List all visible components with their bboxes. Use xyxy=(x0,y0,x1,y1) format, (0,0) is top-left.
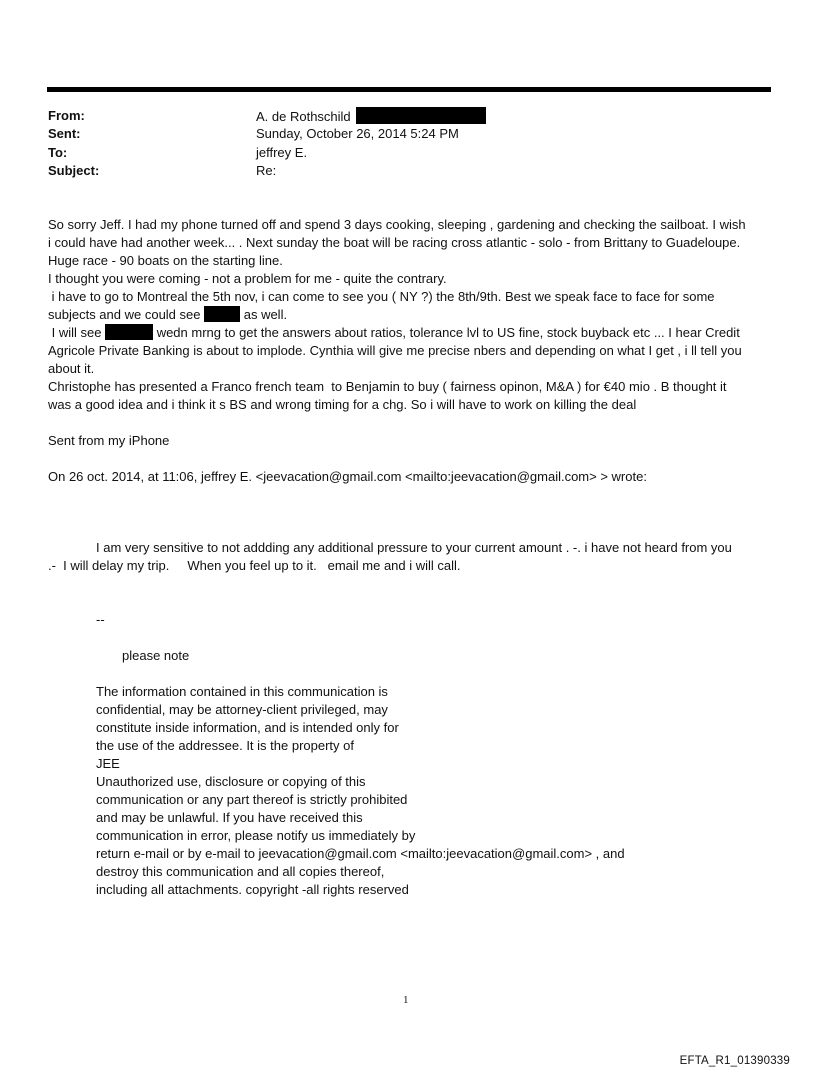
disclaimer-line: communication or any part thereof is strictly prohibited xyxy=(96,792,408,807)
disclaimer-line: including all attachments. copyright -all rights reserved xyxy=(96,882,409,897)
sent-from-line: Sent from my iPhone xyxy=(48,433,170,448)
please-note: please note xyxy=(122,648,190,663)
disclaimer-line: return e-mail or by e-mail to jeevacation@gmail.com <mailto:jeevacation@gmail.com> , and xyxy=(96,846,625,861)
sent-label: Sent: xyxy=(48,126,81,141)
body-line: I thought you were coming - not a problem for me - quite the contrary. xyxy=(48,271,447,286)
disclaimer-line: constitute inside information, and is intended only for xyxy=(96,720,399,735)
from-value xyxy=(256,107,486,126)
page-number: 1 xyxy=(403,994,409,1006)
disclaimer-line: JEE xyxy=(96,756,120,771)
redaction-box xyxy=(105,324,153,340)
body-line: i could have had another week... . Next sunday the boat will be racing cross atlantic - solo - from Brittany to Guadeloupe. xyxy=(48,235,741,250)
bates-id: EFTA_R1_01390339 xyxy=(679,1055,790,1067)
body-line: Christophe has presented a Franco french team to Benjamin to buy ( fairness opinon, M&A ) for €40 mio . B thought it xyxy=(48,379,727,394)
body-line: Huge race - 90 boats on the starting line. xyxy=(48,253,283,268)
quoted-line: I am very sensitive to not addding any additional pressure to your current amount . -. i have not heard from you xyxy=(96,540,732,555)
body-text: as well. xyxy=(240,307,288,322)
body-line xyxy=(48,306,287,324)
subject-value: Re: xyxy=(256,163,277,178)
subject-label: Subject: xyxy=(48,163,100,178)
body-line: about it. xyxy=(48,361,95,376)
body-line: Agricole Private Banking is about to implode. Cynthia will give me precise nbers and depending on what I get , i ll tell you xyxy=(48,343,742,358)
redaction-box xyxy=(356,107,486,124)
redaction-box xyxy=(204,306,240,322)
disclaimer-line: communication in error, please notify us immediately by xyxy=(96,828,416,843)
from-label: From: xyxy=(48,108,85,123)
disclaimer-line: and may be unlawful. If you have received this xyxy=(96,810,363,825)
to-value: jeffrey E. xyxy=(256,145,308,160)
disclaimer-line: Unauthorized use, disclosure or copying of this xyxy=(96,774,366,789)
disclaimer-line: The information contained in this communication is xyxy=(96,684,388,699)
from-name: A. de Rothschild xyxy=(256,109,351,124)
to-label: To: xyxy=(48,145,68,160)
disclaimer-line: the use of the addressee. It is the property of xyxy=(96,738,354,753)
header-rule xyxy=(47,87,771,92)
sent-value: Sunday, October 26, 2014 5:24 PM xyxy=(256,126,459,141)
body-text: I will see xyxy=(48,325,106,340)
body-line: was a good idea and i think it s BS and wrong timing for a chg. So i will have to work on killing the deal xyxy=(48,397,637,412)
quoted-line: .- I will delay my trip. When you feel up to it. email me and i will call. xyxy=(48,558,461,573)
disclaimer-line: confidential, may be attorney-client privileged, may xyxy=(96,702,388,717)
body-line: So sorry Jeff. I had my phone turned off and spend 3 days cooking, sleeping , gardening and checking the sailboat. I wish xyxy=(48,217,746,232)
body-line: i have to go to Montreal the 5th nov, i can come to see you ( NY ?) the 8th/9th. Best we speak face to face for some xyxy=(48,289,715,304)
disclaimer-line: destroy this communication and all copies thereof, xyxy=(96,864,385,879)
signature-dashes: -- xyxy=(96,612,105,627)
quote-intro: On 26 oct. 2014, at 11:06, jeffrey E. <jeevacation@gmail.com <mailto:jeevacation@gmail.com> > wrote: xyxy=(48,469,647,484)
body-text: subjects and we could see xyxy=(48,307,205,322)
body-line xyxy=(48,324,740,342)
body-text: wedn mrng to get the answers about ratios, tolerance lvl to US fine, stock buyback etc ... I hear Credit xyxy=(153,325,740,340)
